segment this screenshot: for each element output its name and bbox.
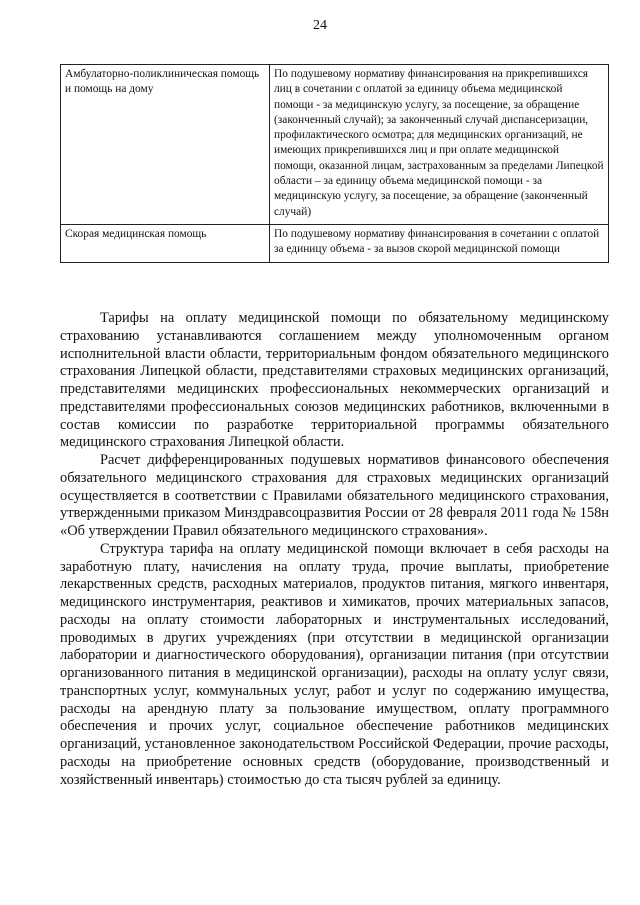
paragraph-tariff-structure: Структура тарифа на оплату медицинской помощи включает в себя расходы на заработную плату, начисления на оплату труда, прочие выплаты, приобретение лекарственных средств, расходных материалов, продуктов питания, мягкого инвентаря, медицинского инструментария, реактивов и химикатов, прочих материальных запасов, расходы на оплату стоимости лабораторных и инструментальных исследований, проводимых в других учреждениях (при отсутствии в медицинской организации лаборатории и диагностического оборудования), организации питания (при отсутствии организованного питания в медицинской организации), расходы на оплату услуг связи, транспортных услуг, коммунальных услуг, работ и услуг по содержанию имущества, расходы на арендную плату за пользование имуществом, оплату программного обеспечения и прочих услуг, социальное обеспечение работников медицинских организаций, установленное законодательством Российской Федерации, прочие расходы, расходы на приобретение основных средств (оборудование, производственный и хозяйственный инвентарь) стоимостью до ста тысяч рублей за единицу.: [60, 540, 609, 788]
payment-method-cell: По подушевому нормативу финансирования в сочетании с оплатой за единицу объема - за вызов скорой медицинской помощи: [270, 224, 609, 262]
paragraph-tariffs: Тарифы на оплату медицинской помощи по обязательному медицинскому страхованию устанавливаются соглашением между уполномоченным органом исполнительной власти области, территориальным фондом обязательного медицинского страхования Липецкой области, представителями страховых медицинских организаций, представителями медицинских профессиональных некоммерческих организаций и представителями профессиональных союзов медицинских работников, включенными в состав комиссии по разработке территориальной программы обязательного медицинского страхования Липецкой области.: [60, 310, 609, 451]
funding-methods-table: [60, 64, 609, 263]
table-row: [61, 224, 609, 262]
paragraph-capitation-calculation: Расчет дифференцированных подушевых нормативов финансового обеспечения обязательного медицинского страхования для страховых медицинских организаций осуществляется в соответствии с Правилами обязательного медицинского страхования, утвержденными приказом Минздравсоцразвития России от 28 февраля 2011 года № 158н «Об утверждении Правил обязательного медицинского страхования».: [60, 452, 609, 539]
table-row: [61, 65, 609, 225]
page-number: 24: [313, 18, 327, 33]
document-body: [60, 310, 609, 789]
payment-method-cell: По подушевому нормативу финансирования на прикрепившихся лиц в сочетании с оплатой за единицу объема медицинской помощи - за медицинскую услугу, за посещение, за обращение (законченный случай); за законченный случай диспансеризации, профилактического осмотра; для медицинских организаций, не имеющих прикрепившихся лиц и при оплате медицинской помощи, оказанной лицам, застрахованным за пределами Липецкой области – за единицу объема медицинской помощи - за медицинскую услугу, за посещение, за обращение (законченный случай): [270, 65, 609, 225]
care-type-cell: Скорая медицинская помощь: [61, 224, 270, 262]
care-type-cell: Амбулаторно-поликлиническая помощь и помощь на дому: [61, 65, 270, 225]
